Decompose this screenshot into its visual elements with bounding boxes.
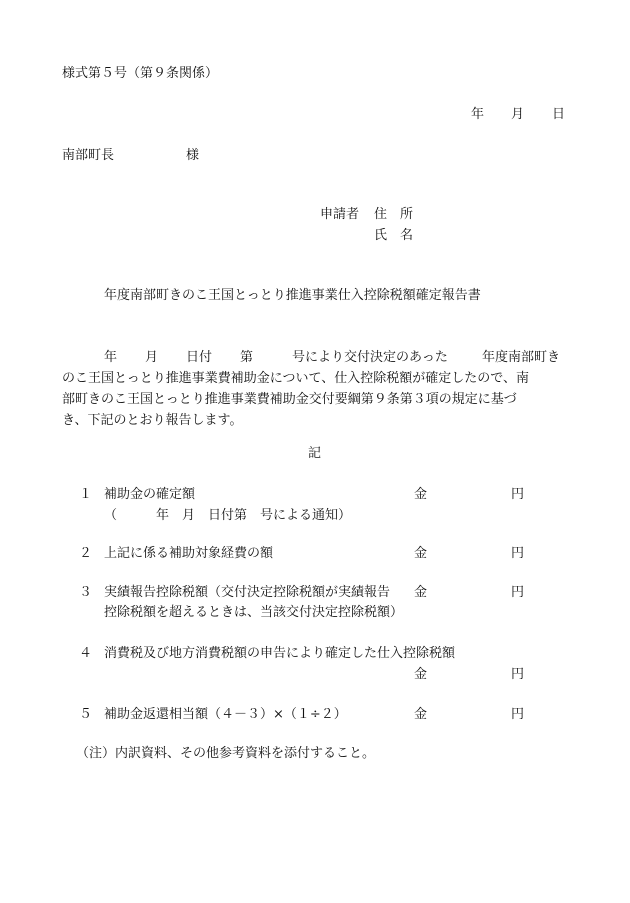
item-5-yen: 円: [511, 707, 525, 722]
item-4-kin: 金: [414, 667, 428, 682]
item-2-number: ２: [79, 546, 93, 561]
item-5-number: ５: [79, 707, 93, 722]
item-1-sub-note: （ 年 月 日付第 号による通知）: [104, 508, 352, 523]
body-year: 年: [104, 350, 118, 365]
date-day: 日: [552, 107, 566, 122]
date-month: 月: [511, 107, 525, 122]
attachment-note: （注）内訳資料、その他参考資料を添付すること。: [76, 746, 376, 761]
item-3-yen: 円: [511, 585, 525, 600]
item-2-kin: 金: [414, 546, 428, 561]
form-number: 様式第５号（第９条関係）: [62, 66, 219, 81]
applicant-name-label: 氏 名: [374, 228, 414, 243]
item-5-label: 補助金返還相当額（４－３）×（１÷２）: [104, 707, 347, 722]
body-paragraph: [62, 347, 570, 431]
item-3-label: 実績報告控除税額（交付決定控除税額が実績報告: [104, 585, 391, 600]
body-line-2: のこ王国とっとり推進事業費補助金について、仕入控除税額が確定したので、南: [62, 371, 529, 386]
item-1-number: １: [79, 487, 93, 502]
item-2-label: 上記に係る補助対象経費の額: [104, 546, 274, 561]
addressee-honorific: 様: [186, 148, 200, 163]
body-dai: 第: [240, 350, 254, 365]
item-3-number: ３: [79, 585, 93, 600]
date-year: 年: [471, 107, 485, 122]
body-line-3: 部町きのこ王国とっとり推進事業費補助金交付要綱第９条第３項の規定に基づ: [62, 392, 517, 407]
item-1-label: 補助金の確定額: [104, 487, 196, 502]
item-2-yen: 円: [511, 546, 525, 561]
item-3-kin: 金: [414, 585, 428, 600]
body-fiscal-year-text: 年度南部町き: [482, 350, 561, 365]
item-4-number: ４: [79, 646, 93, 661]
item-1-kin: 金: [414, 487, 428, 502]
report-title: 年度南部町きのこ王国とっとり推進事業仕入控除税額確定報告書: [104, 288, 481, 303]
body-line-4: き、下記のとおり報告します。: [62, 413, 243, 428]
item-4-label: 消費税及び地方消費税額の申告により確定した仕入控除税額: [104, 646, 456, 661]
item-4-yen: 円: [511, 667, 525, 682]
item-3-label-line-2: 控除税額を超えるときは、当該交付決定控除税額）: [104, 605, 404, 620]
body-date-suffix: 日付: [186, 350, 213, 365]
ki-heading: 記: [308, 446, 322, 461]
body-decision-text: 号により交付決定のあった: [292, 350, 448, 365]
applicant-label: 申請者: [320, 207, 360, 222]
applicant-address-label: 住 所: [374, 207, 414, 222]
item-5-kin: 金: [414, 707, 428, 722]
body-line-1: [62, 347, 570, 368]
body-month: 月: [145, 350, 159, 365]
addressee-name: 南部町長: [62, 148, 115, 163]
item-1-yen: 円: [511, 487, 525, 502]
